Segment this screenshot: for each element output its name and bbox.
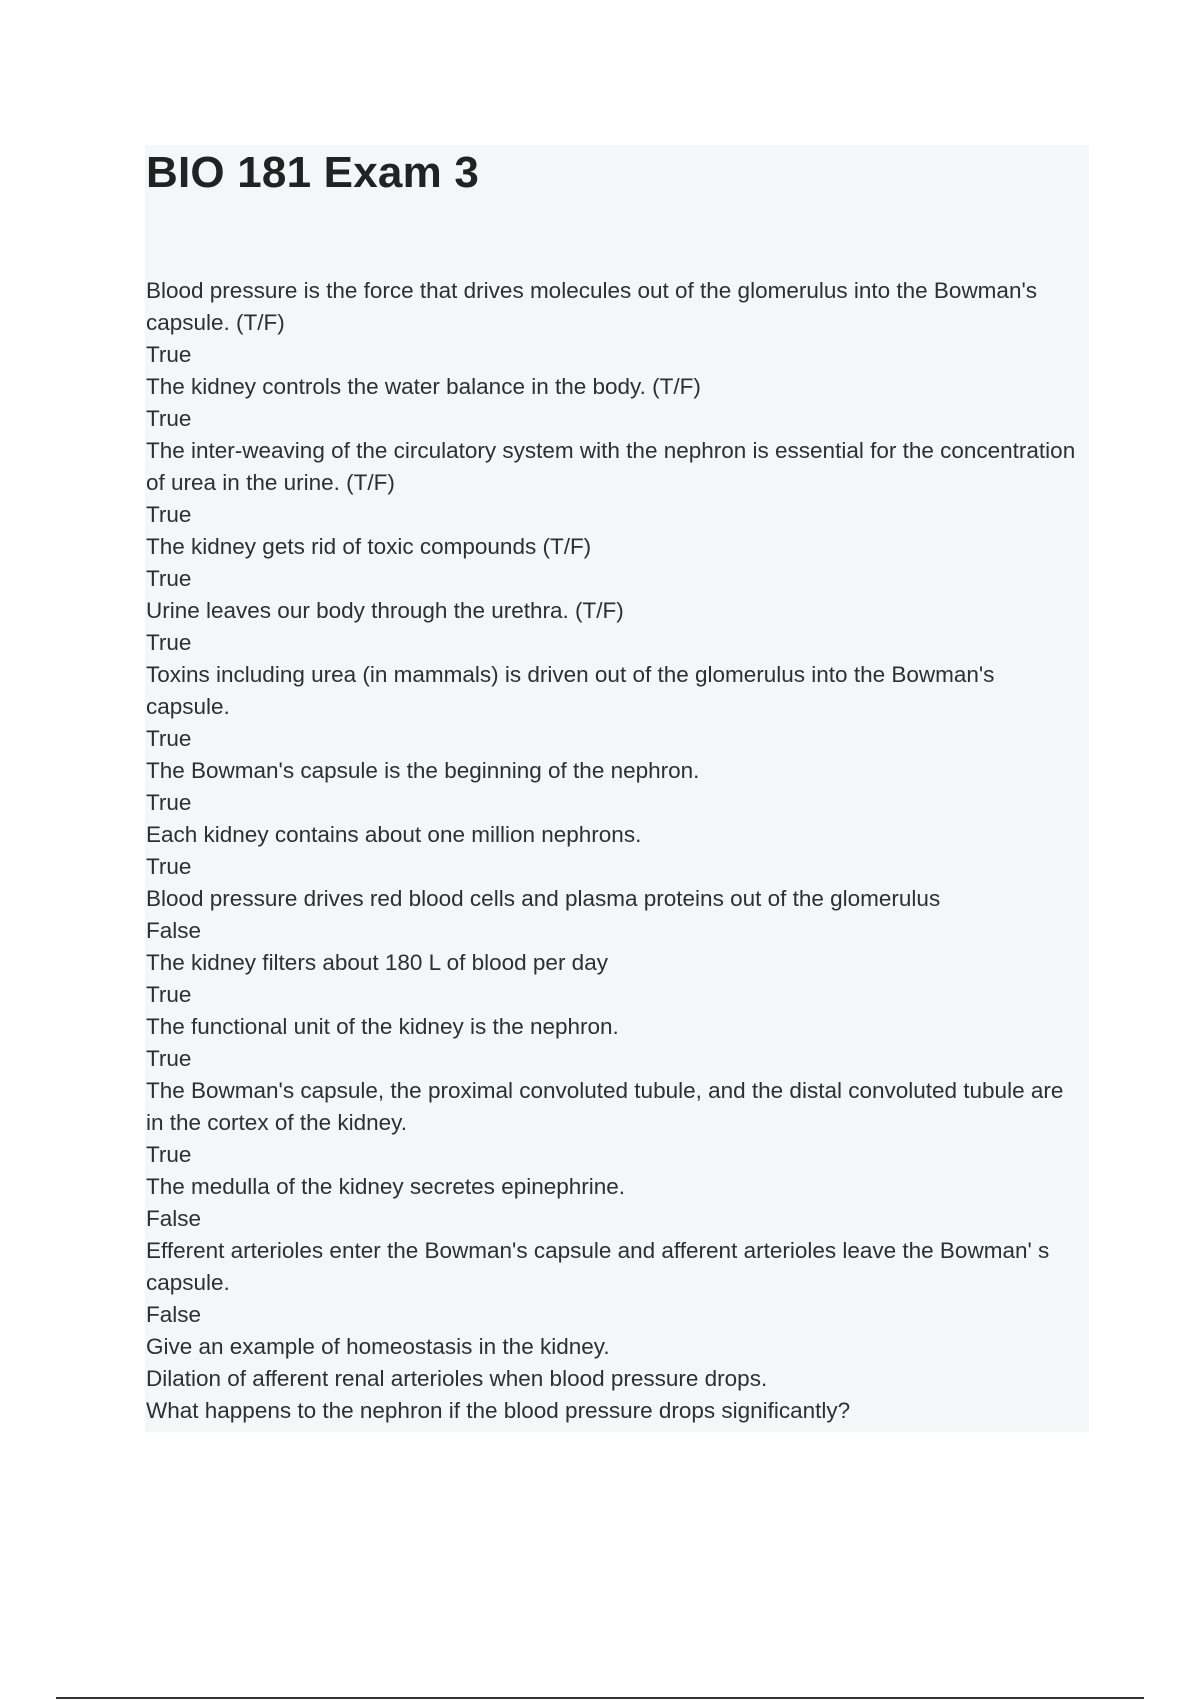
question-line: The Bowman's capsule, the proximal convoluted tubule, and the distal convoluted tubule are in the cortex of the kidney. xyxy=(146,1078,1064,1135)
question-line: The Bowman's capsule is the beginning of the nephron. xyxy=(146,758,700,783)
question-line: Each kidney contains about one million nephrons. xyxy=(146,822,642,847)
answer-line: False xyxy=(146,918,202,943)
question-line: The functional unit of the kidney is the nephron. xyxy=(146,1014,619,1039)
question-line: Toxins including urea (in mammals) is driven out of the glomerulus into the Bowman's capsule. xyxy=(146,662,995,719)
question-answer-list xyxy=(146,275,1076,1427)
question-line: What happens to the nephron if the blood pressure drops significantly? xyxy=(146,1398,851,1423)
answer-line: False xyxy=(146,1302,202,1327)
question-line: The inter-weaving of the circulatory system with the nephron is essential for the concentration of urea in the urine. (T/F) xyxy=(146,438,1076,495)
answer-line: True xyxy=(146,406,192,431)
answer-line: True xyxy=(146,1142,192,1167)
question-line: Give an example of homeostasis in the kidney. xyxy=(146,1334,610,1359)
question-line: The kidney filters about 180 L of blood per day xyxy=(146,950,608,975)
answer-line: True xyxy=(146,982,192,1007)
question-line: Blood pressure drives red blood cells and plasma proteins out of the glomerulus xyxy=(146,886,941,911)
answer-line: True xyxy=(146,726,192,751)
answer-line: True xyxy=(146,1046,192,1071)
page-title: BIO 181 Exam 3 xyxy=(146,148,479,197)
answer-line: True xyxy=(146,566,192,591)
question-line: Efferent arterioles enter the Bowman's capsule and afferent arterioles leave the Bowman' s capsule. xyxy=(146,1238,1050,1295)
question-line: The medulla of the kidney secretes epinephrine. xyxy=(146,1174,626,1199)
answer-line: True xyxy=(146,630,192,655)
question-line: Urine leaves our body through the urethra. (T/F) xyxy=(146,598,624,623)
answer-line: False xyxy=(146,1206,202,1231)
answer-line: Dilation of afferent renal arterioles when blood pressure drops. xyxy=(146,1366,768,1391)
answer-line: True xyxy=(146,502,192,527)
footer-divider xyxy=(56,1697,1144,1699)
question-line: Blood pressure is the force that drives molecules out of the glomerulus into the Bowman's capsule. (T/F) xyxy=(146,278,1038,335)
answer-line: True xyxy=(146,854,192,879)
answer-line: True xyxy=(146,342,192,367)
answer-line: True xyxy=(146,790,192,815)
question-line: The kidney controls the water balance in the body. (T/F) xyxy=(146,374,701,399)
question-line: The kidney gets rid of toxic compounds (T/F) xyxy=(146,534,592,559)
